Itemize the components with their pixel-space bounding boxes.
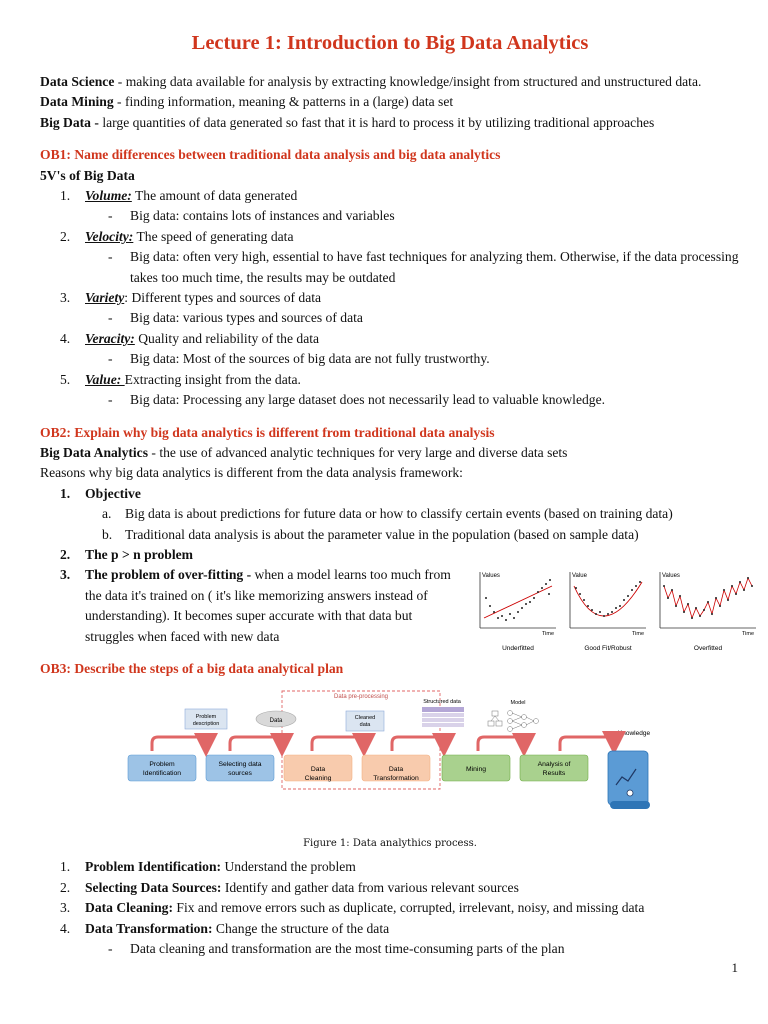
definitions: [40, 72, 740, 133]
fit-panel-good-fit: [570, 572, 646, 652]
knowledge-label: Knowledge: [617, 730, 651, 738]
ob3-heading: OB3: Describe the steps of a big data analytical plan: [40, 660, 344, 676]
step-selecting-data-sources: [206, 755, 274, 781]
document-page: [40, 28, 755, 959]
process-diagram-svg: [40, 685, 740, 833]
list-subitem: - Big data: contains lots of instances and variables: [108, 208, 395, 224]
panel-xlabel: Time: [542, 631, 555, 637]
step-analysis-of-results: [520, 755, 588, 781]
page-number: 1: [731, 960, 738, 975]
list-item: 4. Veracity: Quality and reliability of the data: [60, 330, 320, 346]
svg-text:ProblemIdentification: Problem Identification: [142, 761, 182, 778]
panel-caption: Overfitted: [693, 645, 723, 652]
ob2-reasons-intro: Reasons why big data analytics is different from the data analysis framework:: [40, 465, 463, 481]
list-item: 1. Problem Identification: Understand the problem: [60, 859, 356, 875]
ob2-heading: OB2: Explain why big data analytics is different from traditional data analysis: [40, 424, 495, 440]
analytics-process-diagram: [40, 685, 740, 833]
panel-xlabel: Time: [742, 631, 755, 637]
list-item: 3. Data Cleaning: Fix and remove errors such as duplicate, corrupted, irrelevant, noisy, and missing data: [60, 900, 645, 916]
svg-text:Problemdescription: Problem description: [192, 714, 220, 728]
fit-panel-underfitted: [480, 572, 556, 652]
step-data-transformation: [362, 755, 430, 782]
svg-text:Cleaneddata: Cleaned data: [354, 715, 376, 729]
definition-data-science: Data Science - making data available for analysis by extracting knowledge/insight from structured and unstructured data.: [40, 74, 702, 89]
svg-text:DataTransformation: Data Transformation: [373, 766, 419, 783]
structured-data-label: Structured data: [423, 699, 461, 706]
list-item: 2. Velocity: The speed of generating data: [60, 228, 294, 244]
cleaned-data-note: [346, 711, 384, 731]
svg-text:Analysis ofResults: Analysis of Results: [537, 761, 571, 778]
ob1-heading: OB1: Name differences between traditional data analysis and big data analytics: [40, 147, 501, 163]
definition-text: making data available for analysis by extracting knowledge/insight from structured and unstructured data.: [125, 74, 702, 89]
definition-big-data: [40, 113, 740, 133]
svg-text:Data: Data: [269, 718, 283, 725]
ob1-subheading: 5V's of Big Data: [40, 167, 135, 183]
definition-data-mining: Data Mining - finding information, meaning & patterns in a (large) data set: [40, 94, 454, 110]
five-vs-list: [40, 186, 740, 410]
svg-text:Mining: Mining: [465, 766, 487, 774]
list-subitem: - Big data: Most of the sources of big data are not fully trustworthy.: [108, 351, 490, 367]
list-item: 1. Objective: [60, 485, 141, 501]
knowledge-scroll-icon: [608, 751, 650, 809]
fit-panel-overfitted: [660, 572, 756, 652]
list-subitem: - Big data: Processing any large dataset does not necessarily lead to valuable knowledge.: [108, 392, 606, 408]
panel-caption: Underfitted: [502, 645, 534, 652]
fit-comparison-figure: [472, 568, 762, 654]
list-item: 1. Volume: The amount of data generated: [60, 188, 298, 204]
figure-caption: Figure 1: Data analythics process.: [303, 838, 477, 850]
list-subitem: - Data cleaning and transformation are the most time-consuming parts of the plan: [108, 941, 565, 956]
step-mining: [442, 755, 510, 781]
svg-text:DataCleaning: Data Cleaning: [304, 766, 332, 783]
model-label: Model: [510, 700, 526, 707]
panel-caption: Good Fit/Robust: [584, 645, 632, 652]
list-subitem: a. Big data is about predictions for future data or how to classify certain events (based on training data): [102, 506, 673, 522]
model-network-icon: [488, 711, 539, 732]
list-item: 3. Variety: Different types and sources of data: [60, 290, 322, 306]
definition-term: Data Mining: [40, 94, 114, 110]
list-subitem: - Big data: various types and sources of data: [108, 310, 363, 326]
step-problem-identification: [128, 755, 196, 781]
svg-text:Selecting datasources: Selecting data sources: [218, 761, 262, 778]
step-data-cleaning: [284, 755, 352, 782]
definition-text: large quantities of data generated so fast that it is hard to process it by utilizing traditional approaches: [102, 114, 655, 130]
list-item: 3. The problem of over-fitting - when a model learns too much from the data it's trained on ( it's like memorizing answers instead of understanding). It becomes super accurate with that data but struggles when faced with new data: [60, 567, 451, 644]
ob2-definition: Big Data Analytics - the use of advanced analytic techniques for very large and diverse data sets: [40, 444, 568, 460]
definition-text: finding information, meaning & patterns in a (large) data set: [124, 94, 454, 110]
structured-data-table-icon: [422, 707, 464, 727]
list-subitem: b. Traditional data analysis is about the parameter value in the population (based on sample data): [102, 526, 639, 542]
list-item: 4. Data Transformation: Change the structure of the data: [60, 920, 390, 936]
panel-xlabel: Time: [632, 631, 645, 637]
list-item: 2. Selecting Data Sources: Identify and gather data from various relevant sources: [60, 879, 519, 895]
panel-ylabel: Values: [662, 573, 680, 579]
definition-term: Data Science: [40, 74, 115, 89]
list-item: 5. Value: Extracting insight from the data.: [60, 371, 301, 387]
definition-term: Big Data -: [40, 114, 99, 130]
page-title: Lecture 1: Introduction to Big Data Analytics: [191, 32, 589, 54]
plan-steps-list: [40, 857, 740, 959]
panel-ylabel: Value: [572, 573, 587, 579]
preprocessing-label: Data pre-processing: [333, 694, 389, 701]
panel-ylabel: Values: [482, 573, 500, 579]
list-item: 2. The p > n problem: [60, 546, 193, 562]
list-subitem: - Big data: often very high, essential to have fast techniques for analyzing them. Otherwise, if the data processing takes too much time, the results may be outdated: [108, 249, 739, 285]
